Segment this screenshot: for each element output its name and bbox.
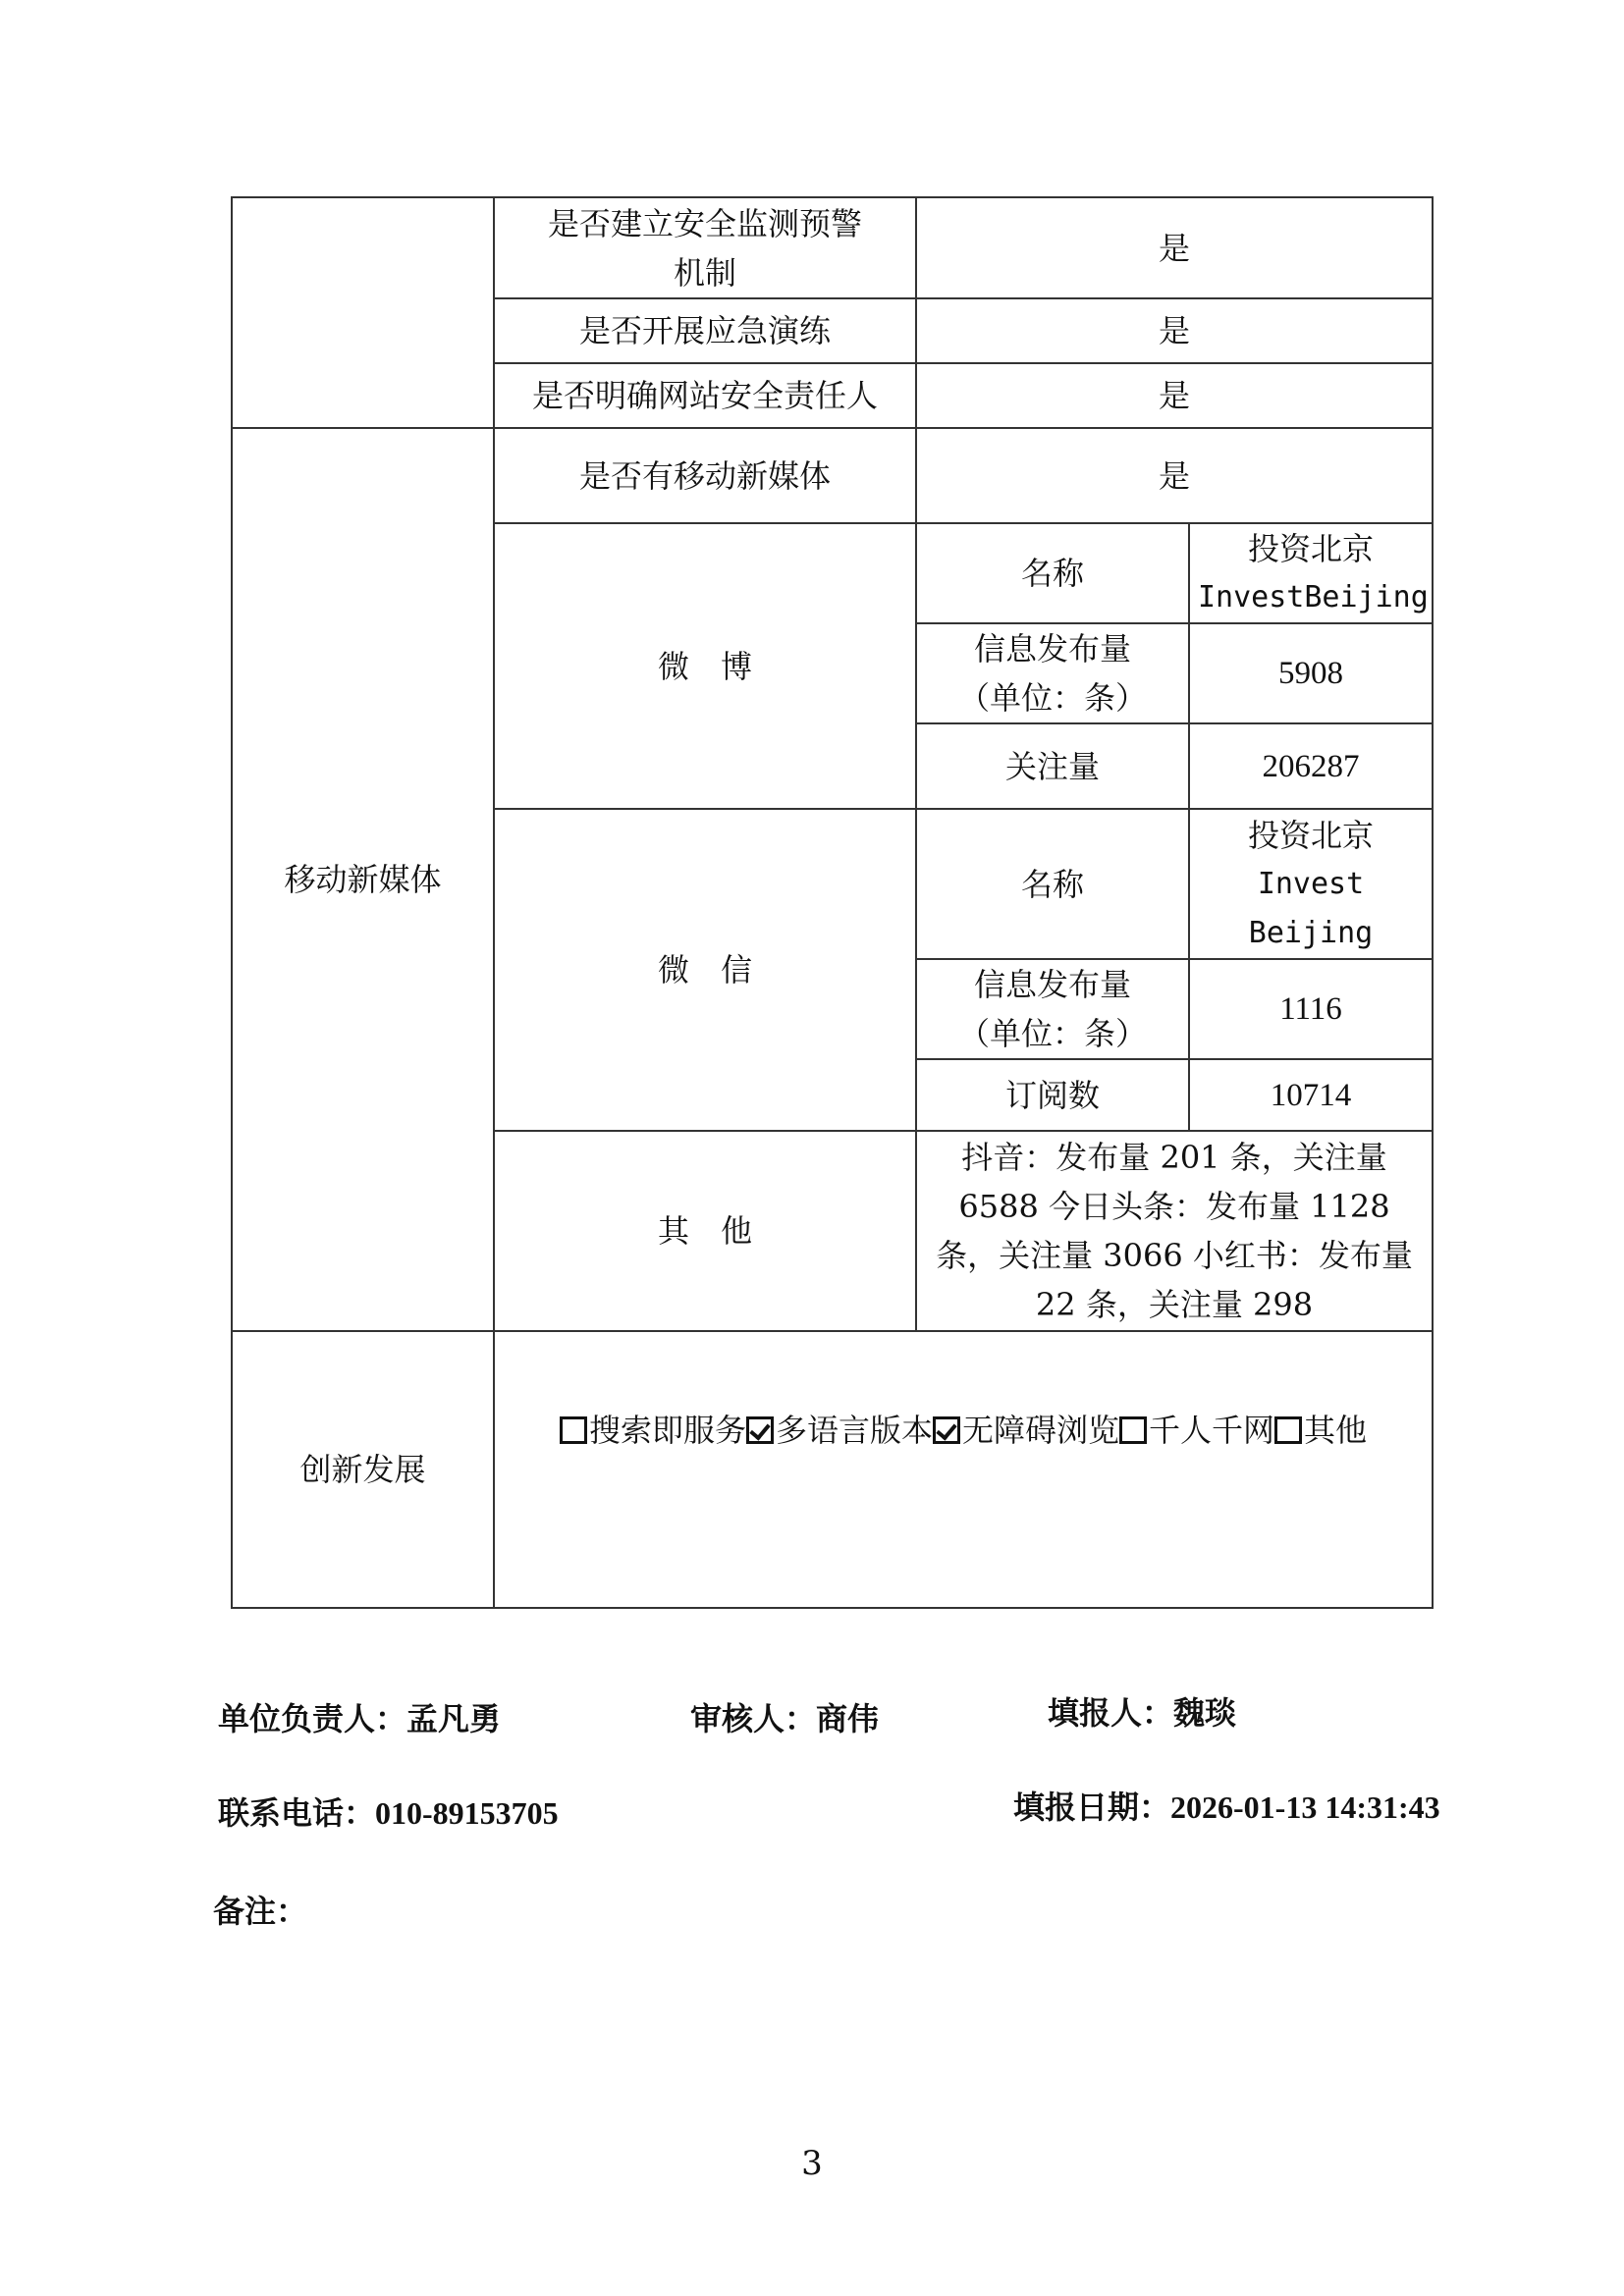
wechat-posts-value: 1116	[1189, 959, 1433, 1059]
weibo-name-value: 投资北京 InvestBeijing	[1189, 523, 1433, 623]
checkbox-multilingual[interactable]	[746, 1416, 774, 1444]
innovation-label: 创新发展	[232, 1331, 494, 1608]
option-other: 其他	[1304, 1412, 1368, 1449]
wechat-label: 微 信	[494, 809, 916, 1131]
security-monitoring-label: 是否建立安全监测预警 机制	[494, 197, 916, 298]
wechat-posts-label: 信息发布量 （单位：条）	[916, 959, 1189, 1059]
checkbox-search-service[interactable]	[560, 1416, 587, 1444]
fill-date	[1013, 1783, 1440, 1828]
page-number: 3	[801, 2144, 823, 2183]
option-personalized: 千人千网	[1149, 1412, 1275, 1449]
date-value: 2026-01-13 14:31:43	[1170, 1789, 1440, 1825]
unit-head-label: 单位负责人：	[218, 1700, 407, 1737]
media-section-label: 移动新媒体	[232, 428, 494, 1331]
filler-value: 魏琰	[1173, 1694, 1237, 1732]
weibo-label: 微 博	[494, 523, 916, 809]
weibo-posts-value: 5908	[1189, 623, 1433, 723]
weibo-followers-label: 关注量	[916, 723, 1189, 809]
phone-label: 联系电话：	[218, 1794, 376, 1832]
weibo-followers-value: 206287	[1189, 723, 1433, 809]
security-section-cell	[232, 197, 494, 428]
option-search-service: 搜索即服务	[588, 1412, 746, 1449]
wechat-subs-value: 10714	[1189, 1059, 1433, 1131]
phone-value: 010-89153705	[375, 1795, 559, 1831]
wechat-name-label: 名称	[916, 809, 1189, 959]
other-media-value: 抖音：发布量 201 条，关注量 6588 今日头条：发布量 1128 条，关注量 3066 小红书：发布量 22 条，关注量 298	[916, 1131, 1433, 1331]
emergency-drill-value: 是	[916, 298, 1433, 363]
reviewer-value: 商伟	[816, 1700, 880, 1737]
reviewer-label: 审核人：	[690, 1700, 817, 1737]
filler-label: 填报人：	[1048, 1694, 1174, 1732]
unit-head	[218, 1694, 501, 1739]
security-monitoring-value: 是	[916, 197, 1433, 298]
wechat-subs-label: 订阅数	[916, 1059, 1189, 1131]
notes-label: 备注：	[213, 1893, 308, 1930]
has-media-label: 是否有移动新媒体	[494, 428, 916, 523]
checkbox-accessibility[interactable]	[933, 1416, 960, 1444]
wechat-name-value: 投资北京 Invest Beijing	[1189, 809, 1433, 959]
other-media-label: 其 他	[494, 1131, 916, 1331]
option-multilingual: 多语言版本	[775, 1412, 933, 1449]
notes	[213, 1887, 307, 1932]
date-label: 填报日期：	[1013, 1789, 1171, 1826]
emergency-drill-label: 是否开展应急演练	[494, 298, 916, 363]
security-owner-value: 是	[916, 363, 1433, 428]
innovation-checkbox-group	[560, 1406, 1367, 1455]
checkbox-personalized[interactable]	[1119, 1416, 1147, 1444]
unit-head-value: 孟凡勇	[406, 1700, 502, 1737]
checkbox-other[interactable]	[1274, 1416, 1302, 1444]
contact-phone	[218, 1789, 559, 1834]
weibo-name-label: 名称	[916, 523, 1189, 623]
security-owner-label: 是否明确网站安全责任人	[494, 363, 916, 428]
report-table	[231, 196, 1434, 1609]
weibo-posts-label: 信息发布量 （单位：条）	[916, 623, 1189, 723]
filler	[1048, 1688, 1236, 1734]
has-media-value: 是	[916, 428, 1433, 523]
reviewer	[690, 1694, 879, 1739]
option-accessibility: 无障碍浏览	[962, 1412, 1120, 1449]
innovation-options	[494, 1331, 1433, 1608]
